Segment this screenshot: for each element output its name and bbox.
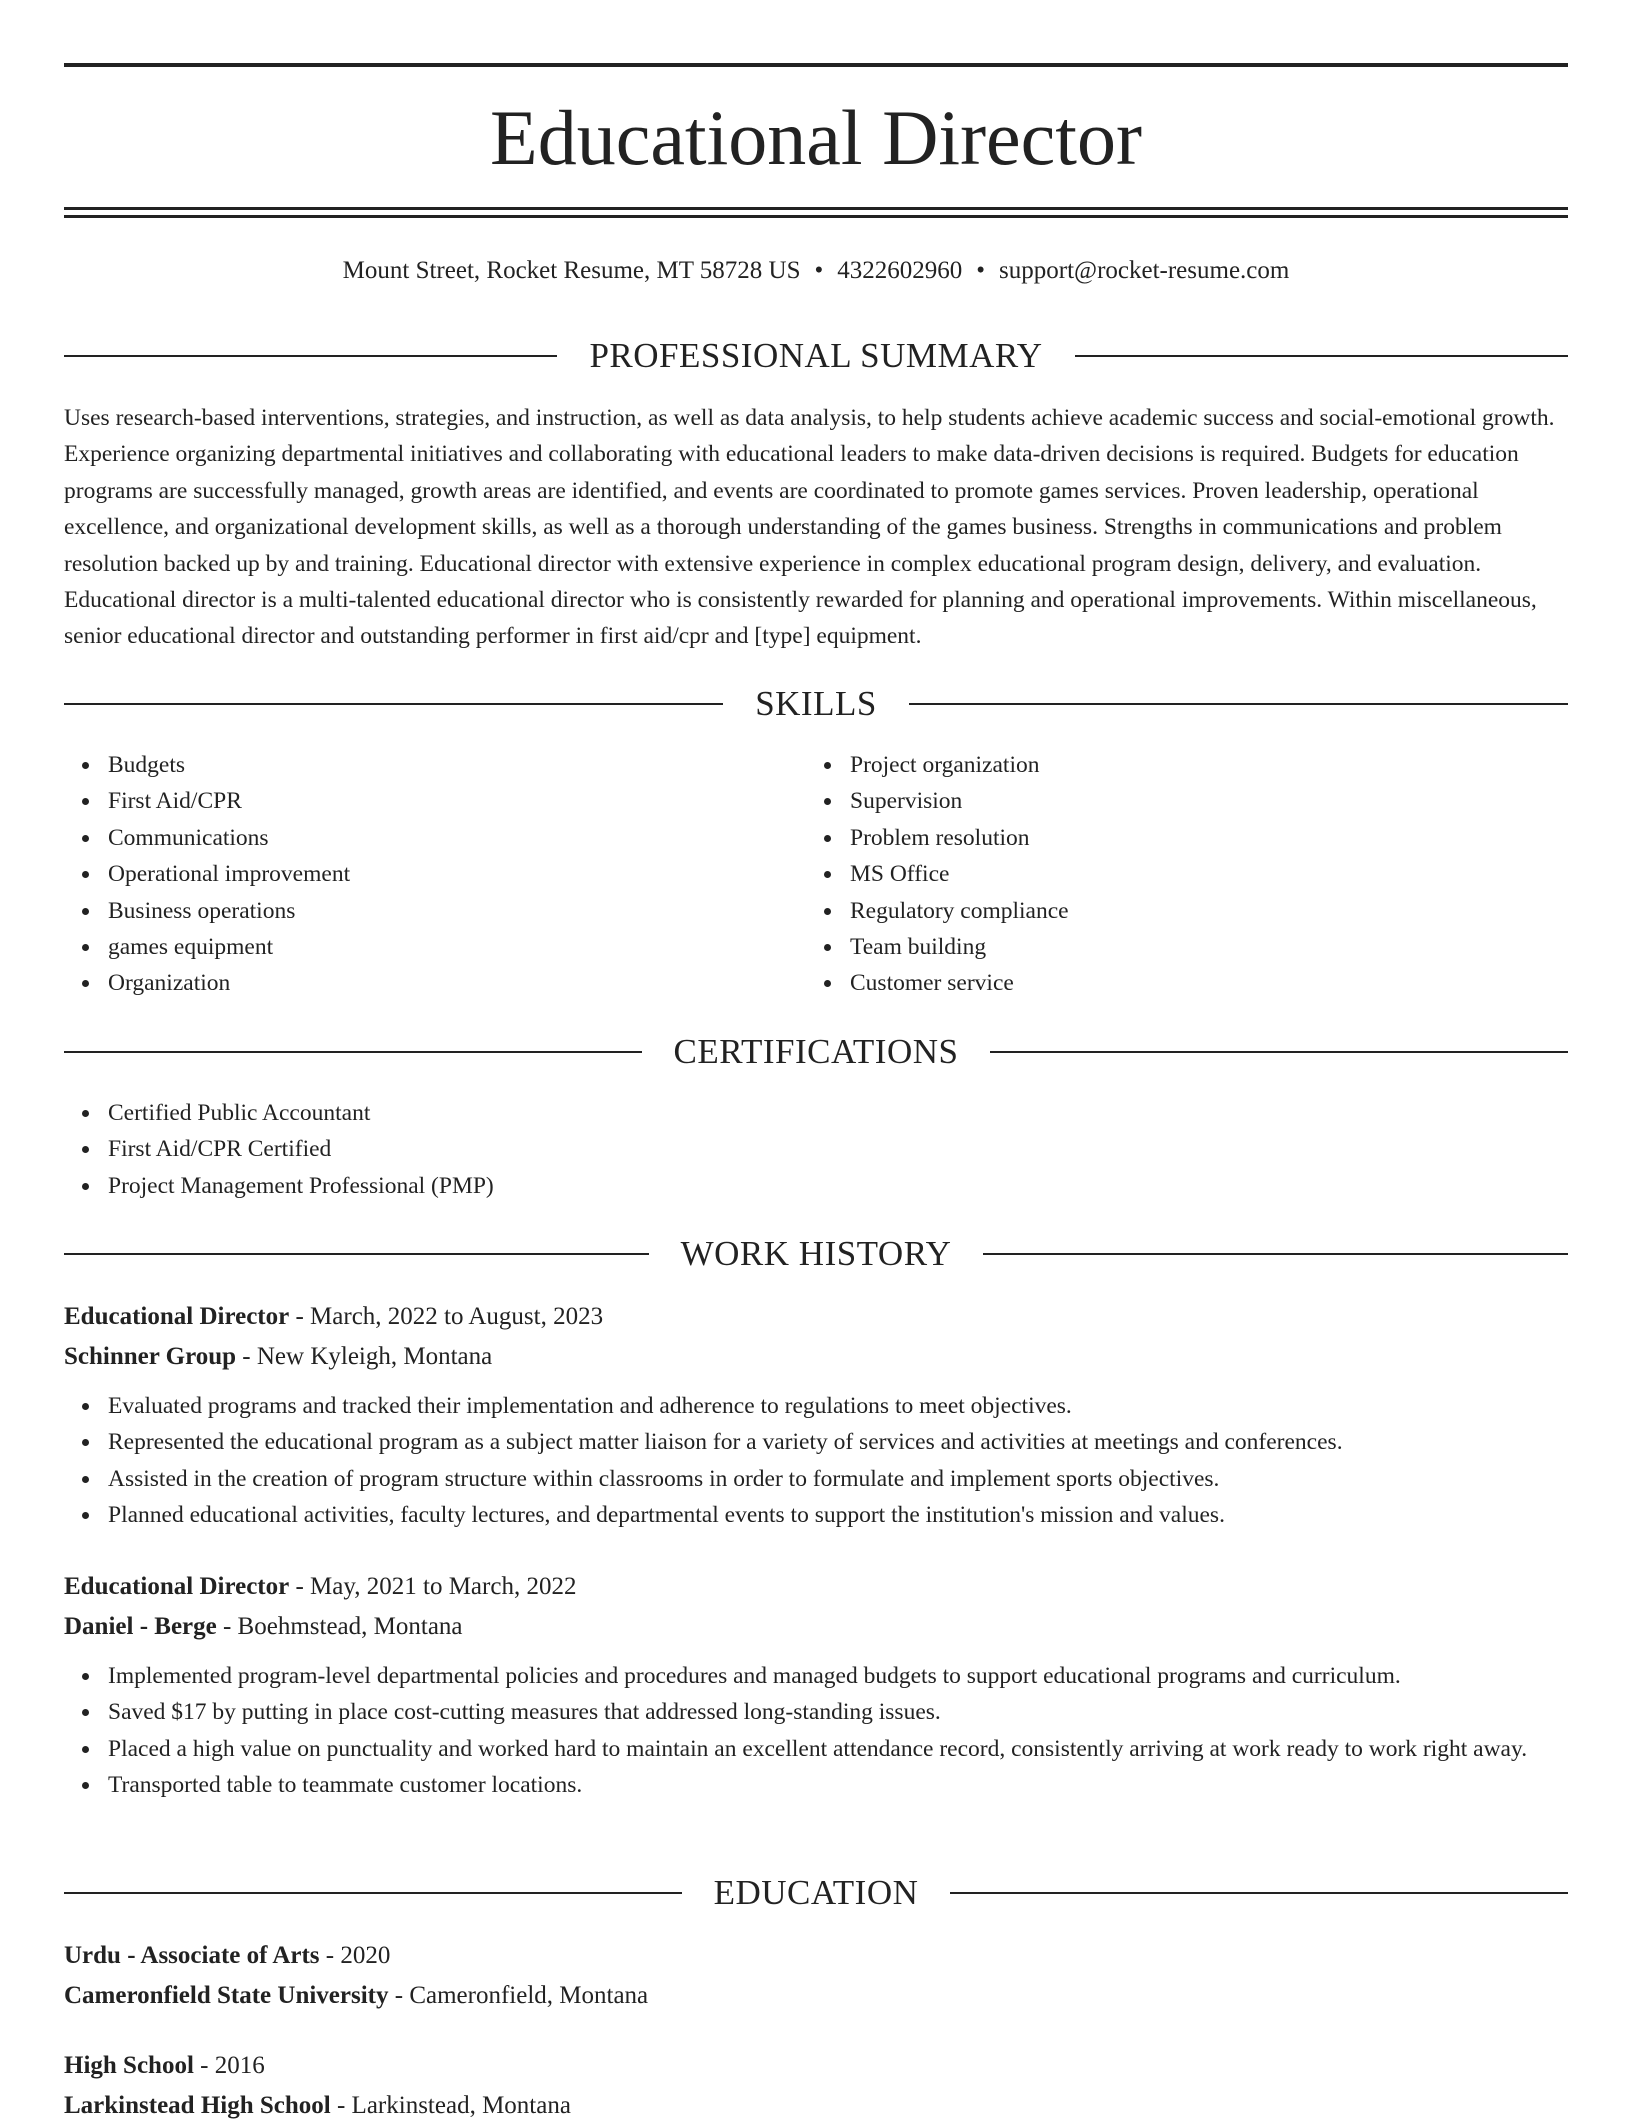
degree-year: - 2020 [319,1942,391,1969]
title-double-rule-upper [64,207,1568,210]
contact-line [64,254,1568,288]
education-entry [64,1936,1568,2016]
section-title: CERTIFICATIONS [673,1032,959,1071]
job-bullets [64,1388,1568,1534]
list-item: Communications [108,820,806,856]
job-company-line [64,1337,1568,1377]
section-title: PROFESSIONAL SUMMARY [589,336,1043,375]
job-title-line [64,1297,1568,1337]
school: Cameronfield State University [64,1982,389,2009]
contact-phone: 4322602960 [837,257,963,284]
list-item: Certified Public Accountant [108,1095,1568,1131]
list-item: Implemented program-level departmental policies and procedures and managed budgets to support educational programs and curriculum. [108,1658,1568,1694]
list-item: MS Office [850,856,1548,892]
divider [983,1253,1568,1255]
degree-line [64,1936,1568,1976]
degree-year: - 2016 [193,2052,265,2079]
section-title: EDUCATION [713,1873,919,1912]
job-company-line [64,1607,1568,1647]
job-company: Schinner Group [64,1343,237,1370]
list-item: Assisted in the creation of program structure within classrooms in order to formulate and implement sports objectives. [108,1461,1568,1497]
certifications-list [64,1095,1568,1204]
degree: Urdu - Associate of Arts [64,1942,320,1969]
divider [64,355,557,357]
divider [64,703,723,705]
list-item: Regulatory compliance [850,893,1548,929]
school-location: - Cameronfield, Montana [388,1982,649,2009]
contact-separator: • [976,257,986,284]
certifications-block [64,1095,1568,1204]
divider [990,1051,1568,1053]
section-header-work [64,1232,1568,1276]
list-item: Project organization [850,747,1548,783]
divider [1075,355,1568,357]
list-item: Customer service [850,965,1548,1001]
skills-columns [64,747,1568,1002]
list-item: Project Management Professional (PMP) [108,1168,1568,1204]
list-item: Team building [850,929,1548,965]
list-item: First Aid/CPR [108,783,806,819]
list-item: Problem resolution [850,820,1548,856]
list-item: Operational improvement [108,856,806,892]
list-item: Budgets [108,747,806,783]
title-double-rule-lower [64,215,1568,218]
page-title: Educational Director [490,94,1142,181]
job-title: Educational Director [64,1303,290,1330]
top-rule [64,63,1568,67]
job-title-line [64,1567,1568,1607]
list-item: Organization [108,965,806,1001]
school-location: - Larkinstead, Montana [330,2092,571,2119]
list-item: First Aid/CPR Certified [108,1131,1568,1167]
skills-list-left [64,747,806,1002]
list-item: games equipment [108,929,806,965]
contact-address: Mount Street, Rocket Resume, MT 58728 US [342,257,801,284]
degree: High School [64,2052,194,2079]
degree-line [64,2046,1568,2086]
school-line [64,2086,1568,2126]
school: Larkinstead High School [64,2092,331,2119]
job-location: - New Kyleigh, Montana [236,1343,493,1370]
skills-list-right [806,747,1548,1002]
job-dates: - March, 2022 to August, 2023 [289,1303,604,1330]
skills-right-column [806,747,1548,1002]
job-dates: - May, 2021 to March, 2022 [289,1573,577,1600]
divider [64,1892,682,1894]
divider [64,1051,642,1053]
education-entry [64,2046,1568,2126]
list-item: Supervision [850,783,1548,819]
job-location: - Boehmstead, Montana [216,1613,463,1640]
job-bullets [64,1658,1568,1804]
list-item: Saved $17 by putting in place cost-cutting measures that addressed long-standing issues. [108,1694,1568,1730]
list-item: Business operations [108,893,806,929]
list-item: Planned educational activities, faculty lectures, and departmental events to support the institution's mission and values. [108,1497,1568,1533]
summary-text: Uses research-based interventions, strategies, and instruction, as well as data analysis, to help students achieve academic success and social-emotional growth. Experience organizing departmental initiatives and collaborating with educational leaders to make data-driven decisions is required. Budgets for education programs are successfully managed, growth areas are identified, and events are coordinated to promote games services. Proven leadership, operational excellence, and organizational development skills, as well as a thorough understanding of the games business. Strengths in communications and problem resolution backed up by and training. Educational director with extensive experience in complex educational program design, delivery, and evaluation. Educational director is a multi-talented educational director who is consistently rewarded for planning and operational improvements. Within miscellaneous, senior educational director and outstanding performer in first aid/cpr and [type] equipment. [64,405,1555,650]
job-title: Educational Director [64,1573,290,1600]
section-header-skills [64,682,1568,726]
divider [64,1253,649,1255]
list-item: Represented the educational program as a subject matter liaison for a variety of services and activities at meetings and conferences. [108,1424,1568,1460]
contact-email: support@rocket-resume.com [999,257,1290,284]
skills-left-column [64,747,806,1002]
section-title: SKILLS [755,684,877,723]
job-company: Daniel - Berge [64,1613,217,1640]
section-title: WORK HISTORY [680,1234,952,1273]
section-header-summary [64,334,1568,378]
job-entry [64,1567,1568,1804]
list-item: Transported table to teammate customer locations. [108,1767,1568,1803]
school-line [64,1976,1568,2016]
section-header-certifications [64,1030,1568,1074]
contact-separator: • [814,257,824,284]
job-entry [64,1297,1568,1534]
divider [909,703,1568,705]
section-header-education [64,1871,1568,1915]
list-item: Placed a high value on punctuality and worked hard to maintain an excellent attendance record, consistently arriving at work ready to work right away. [108,1731,1568,1767]
list-item: Evaluated programs and tracked their implementation and adherence to regulations to meet objectives. [108,1388,1568,1424]
divider [950,1892,1568,1894]
